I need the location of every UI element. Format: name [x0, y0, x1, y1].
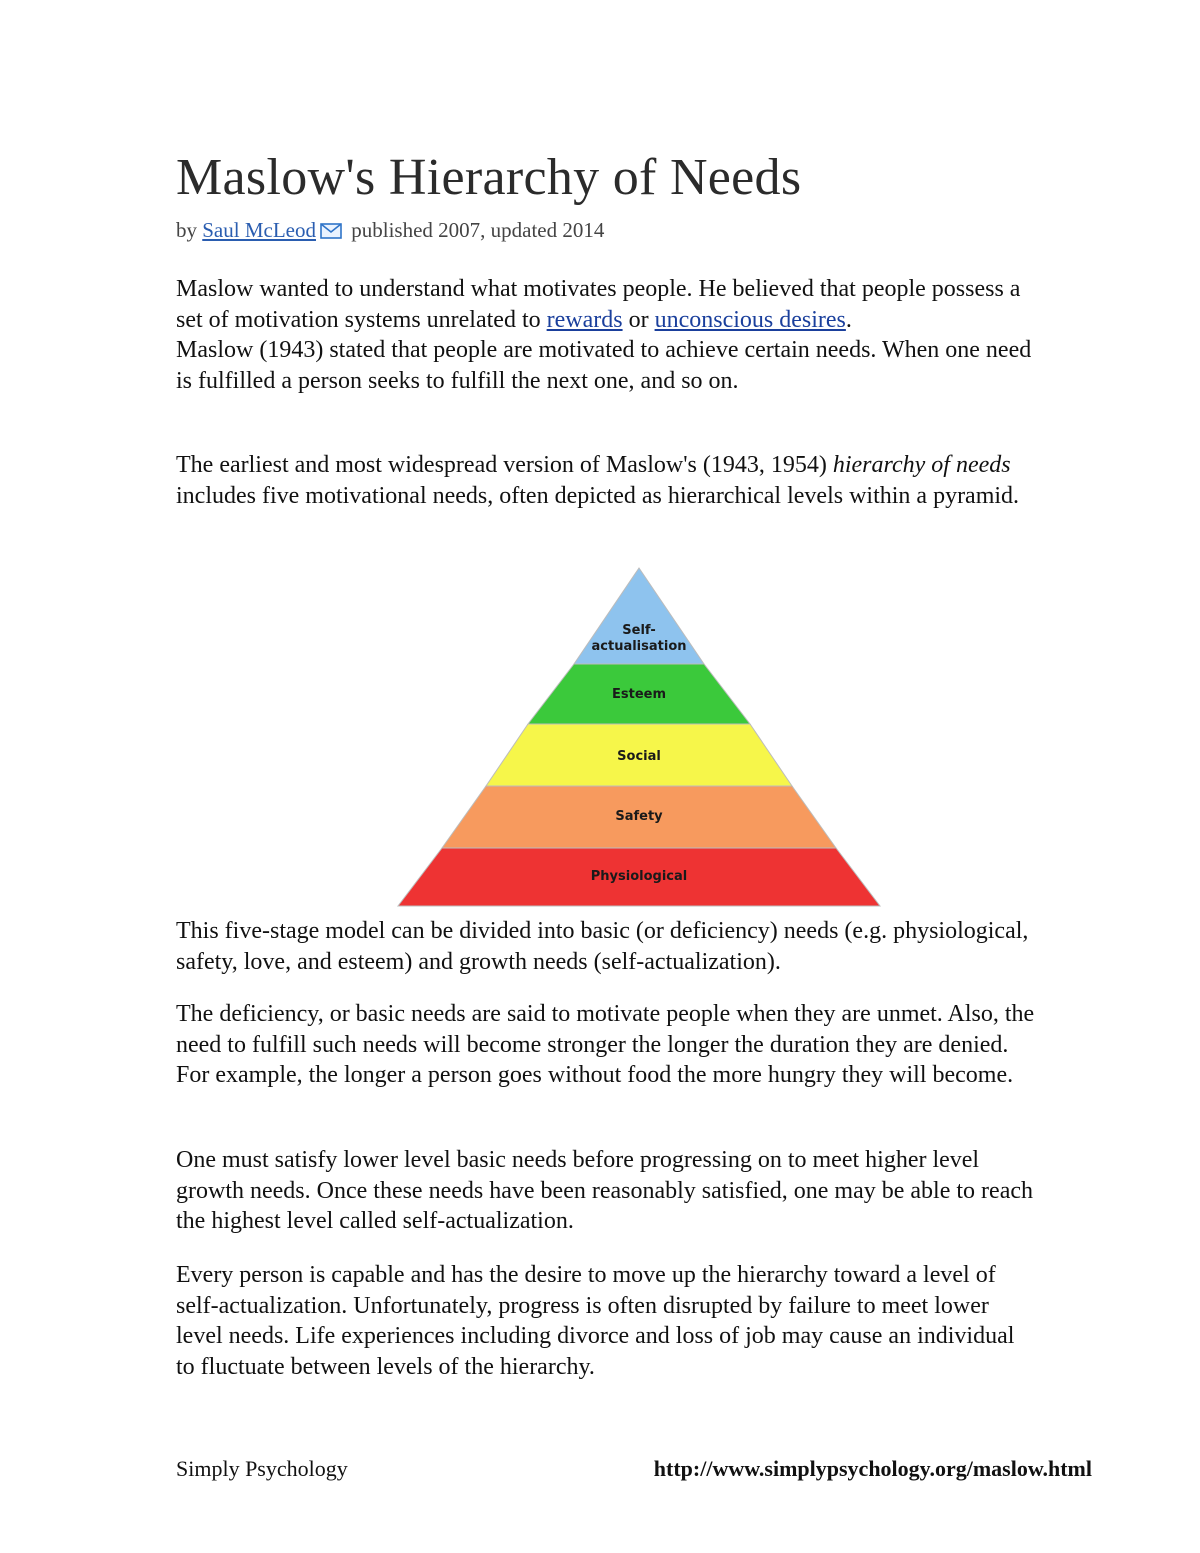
author-link[interactable]: Saul McLeod — [202, 218, 316, 242]
paragraph-every-person: Every person is capable and has the desire to move up the hierarchy toward a level of self-actualization. Unfortunately, progress is often disrupted by failure to meet lower level needs. Life experiences including divorce and loss of job may cause an individual to fluctuate between levels of the hierarchy. — [176, 1262, 1015, 1380]
byline-published: published 2007, updated 2014 — [351, 218, 605, 242]
paragraph-hierarchy — [176, 450, 1036, 511]
footer-site-name: Simply Psychology — [176, 1456, 348, 1481]
p1-or: or — [622, 306, 655, 333]
paragraph-intro — [176, 274, 1036, 396]
rewards-link[interactable]: rewards — [546, 306, 623, 333]
paragraph-lower-level: One must satisfy lower level basic needs before progressing on to meet higher level growth needs. Once these needs have been reasonably satisfied, one may be able to reach the highest level called self-actualization. — [176, 1147, 1033, 1234]
p3-after: includes five motivational needs, often depicted as hierarchical levels within a pyramid. — [176, 482, 1020, 509]
p1-text: Maslow wanted to understand what motivates people. He believed that people possess a set of motivation systems unrelated to — [176, 276, 1021, 333]
p1-end: . — [845, 306, 852, 333]
paragraph-needs-fulfilled: Maslow (1943) stated that people are motivated to achieve certain needs. When one need is fulfilled a person seeks to fulfill the next one, and so on. — [176, 337, 1032, 394]
page-title: Maslow's Hierarchy of Needs — [176, 149, 802, 206]
maslow-pyramid — [396, 566, 882, 908]
email-icon[interactable] — [320, 218, 342, 246]
label-social: Social — [617, 749, 661, 764]
footer-url[interactable]: http://www.simplypsychology.org/maslow.html — [653, 1456, 1092, 1481]
label-esteem: Esteem — [611, 687, 667, 702]
label-self: Self- — [622, 623, 656, 638]
paragraph-deficiency: The deficiency, or basic needs are said to motivate people when they are unmet. Also, the need to fulfill such needs will become stronger the longer the duration they are denied. For example, the longer a person goes without food the more hungry they will become. — [176, 1001, 1035, 1088]
p3-italic: hierarchy of needs — [832, 452, 1011, 478]
byline-by: by — [176, 218, 197, 242]
byline — [176, 216, 604, 246]
label-actualisation: actualisation — [591, 639, 687, 654]
unconscious-desires-link[interactable]: unconscious desires — [654, 306, 846, 333]
label-safety: Safety — [615, 809, 663, 824]
paragraph-five-stage: This five-stage model can be divided into basic (or deficiency) needs (e.g. physiological, safety, love, and esteem) and growth needs (self-actualization). — [176, 918, 1029, 975]
p3-text: The earliest and most widespread version of Maslow's (1943, 1954) — [176, 452, 833, 478]
label-physiological: Physiological — [590, 869, 688, 884]
